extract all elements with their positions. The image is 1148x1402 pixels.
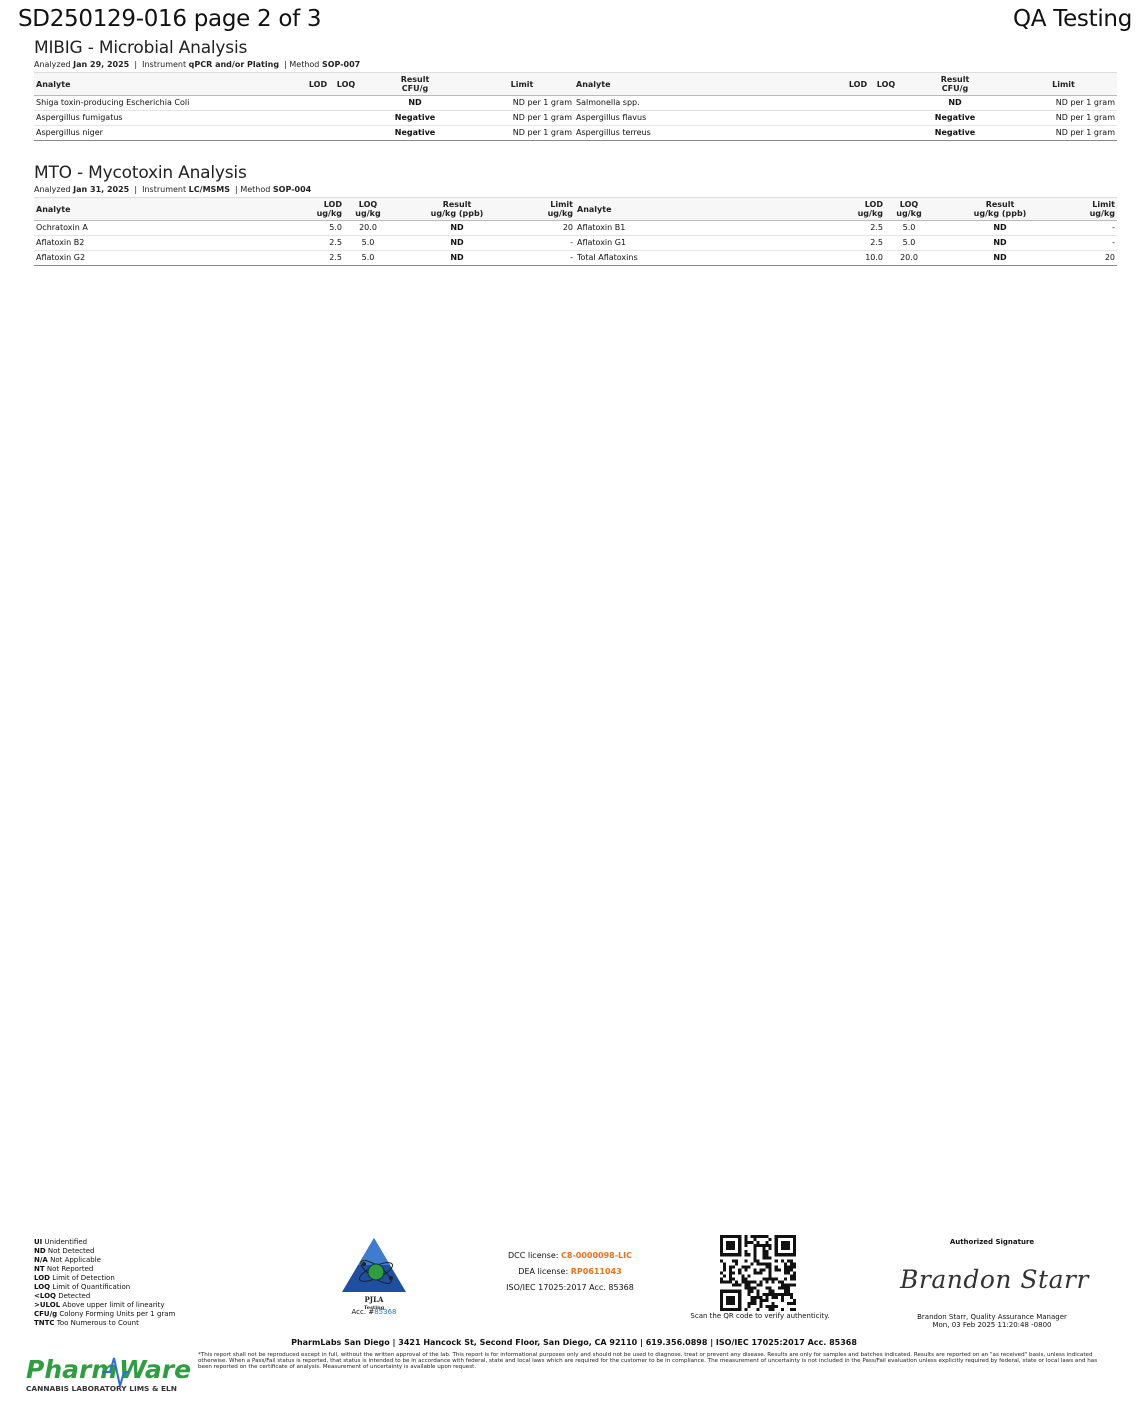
table-row bbox=[34, 111, 1117, 126]
col-loq: LOQ ug/kg bbox=[885, 198, 933, 221]
result-value: ND bbox=[392, 236, 522, 251]
pharmware-logo bbox=[24, 1350, 192, 1396]
lod-value: 10.0 bbox=[845, 251, 885, 266]
table-row bbox=[34, 236, 1117, 251]
col-lod: LOD bbox=[304, 73, 332, 96]
lod-value bbox=[304, 126, 332, 141]
analyte-name: Aspergillus fumigatus bbox=[34, 111, 304, 126]
limit-value: ND per 1 gram bbox=[470, 96, 574, 111]
table-row bbox=[34, 126, 1117, 141]
lod-value: 5.0 bbox=[304, 221, 344, 236]
col-limit: Limit bbox=[470, 73, 574, 96]
page-footer bbox=[0, 1230, 1148, 1402]
abbreviation-item: UI Unidentified bbox=[34, 1238, 88, 1246]
mycotoxin-title: MTO - Mycotoxin Analysis bbox=[34, 163, 247, 183]
loq-value: 5.0 bbox=[885, 221, 933, 236]
legal-disclaimer: *This report shall not be reproduced except in full, without the written approval of the lab. This report is for informational purposes only and should not be used to diagnose, treat or prevent any disease. Results are only for samples and batches indicated. Results are reported on an "as received" basis, unless indicated otherwise. When a Pass/Fail status is reported, that status is intended to be in accordance with federal, state and local laws which are required for the customer to be in compliance. The measurement of uncertainty is not included in the Pass/Fail evaluation unless explicitly required by federal, state or local laws and has been reported on the certificate of analysis. Measurement of uncertainty is available upon request. bbox=[198, 1352, 1098, 1370]
iso-accreditation: ISO/IEC 17025:2017 Acc. 85368 bbox=[506, 1283, 634, 1292]
lod-value: 2.5 bbox=[845, 221, 885, 236]
loq-value: 5.0 bbox=[344, 236, 392, 251]
col-analyte: Analyte bbox=[574, 73, 844, 96]
col-loq: LOQ ug/kg bbox=[344, 198, 392, 221]
authorized-signature bbox=[894, 1258, 1094, 1298]
table-row bbox=[34, 96, 1117, 111]
verification-qr-code[interactable] bbox=[720, 1235, 796, 1311]
mycotoxin-table bbox=[34, 197, 1117, 266]
microbial-section bbox=[34, 38, 1117, 141]
analyte-name: Aflatoxin G1 bbox=[575, 236, 845, 251]
result-value: ND bbox=[360, 96, 470, 111]
mycotoxin-meta: Analyzed Jan 31, 2025 | Instrument LC/MSMS | Method SOP-004 bbox=[34, 185, 312, 194]
analyte-name: Aflatoxin B1 bbox=[575, 221, 845, 236]
pjla-accreditation-number: Acc. #85368 bbox=[351, 1308, 397, 1316]
col-result: Result CFU/g bbox=[360, 73, 470, 96]
analyte-name: Aspergillus terreus bbox=[574, 126, 844, 141]
abbreviation-legend bbox=[34, 1238, 175, 1328]
signer-info bbox=[880, 1313, 1104, 1329]
col-analyte: Analyte bbox=[575, 198, 845, 221]
col-result: Result ug/kg (ppb) bbox=[933, 198, 1067, 221]
analyte-name: Aflatoxin G2 bbox=[34, 251, 304, 266]
page-title: SD250129-016 page 2 of 3 bbox=[18, 6, 322, 32]
abbreviation-item: NT Not Reported bbox=[34, 1265, 94, 1273]
abbreviation-item: CFU/g Colony Forming Units per 1 gram bbox=[34, 1310, 176, 1318]
svg-text:CANNABIS LABORATORY LIMS & ELN: CANNABIS LABORATORY LIMS & ELN bbox=[26, 1384, 177, 1393]
loq-value: 5.0 bbox=[344, 251, 392, 266]
col-limit: Limit ug/kg bbox=[522, 198, 575, 221]
limit-value: ND per 1 gram bbox=[1010, 111, 1117, 126]
microbial-meta: Analyzed Jan 29, 2025 | Instrument qPCR and/or Plating | Method SOP-007 bbox=[34, 60, 361, 69]
result-value: Negative bbox=[900, 126, 1010, 141]
analyte-name: Shiga toxin-producing Escherichia Coli bbox=[34, 96, 304, 111]
svg-text:Brandon Starr: Brandon Starr bbox=[900, 1265, 1089, 1294]
analyte-name: Aflatoxin B2 bbox=[34, 236, 304, 251]
loq-value bbox=[332, 126, 360, 141]
analyte-name: Ochratoxin A bbox=[34, 221, 304, 236]
limit-value: ND per 1 gram bbox=[470, 111, 574, 126]
abbreviation-item: LOQ Limit of Quantification bbox=[34, 1283, 131, 1291]
abbreviation-item: TNTC Too Numerous to Count bbox=[34, 1319, 139, 1327]
col-loq: LOQ bbox=[332, 73, 360, 96]
lod-value bbox=[844, 126, 872, 141]
abbreviation-item: >ULOL Above upper limit of linearity bbox=[34, 1301, 165, 1309]
col-analyte: Analyte bbox=[34, 198, 304, 221]
license-info bbox=[490, 1248, 650, 1296]
analyte-name: Salmonella spp. bbox=[574, 96, 844, 111]
limit-value: - bbox=[522, 236, 575, 251]
limit-value: 20 bbox=[1067, 251, 1117, 266]
col-lod: LOD bbox=[844, 73, 872, 96]
abbreviation-item: N/A Not Applicable bbox=[34, 1256, 101, 1264]
dea-license: DEA license: RP0611043 bbox=[518, 1267, 622, 1276]
microbial-table bbox=[34, 72, 1117, 141]
col-result: Result ug/kg (ppb) bbox=[392, 198, 522, 221]
lod-value bbox=[844, 96, 872, 111]
limit-value: 20 bbox=[522, 221, 575, 236]
lod-value: 2.5 bbox=[304, 251, 344, 266]
signature-heading: Authorized Signature bbox=[949, 1238, 1035, 1246]
abbreviation-item: ND Not Detected bbox=[34, 1247, 95, 1255]
signed-timestamp: Mon, 03 Feb 2025 11:20:48 -0800 bbox=[932, 1321, 1052, 1329]
col-result: Result CFU/g bbox=[900, 73, 1010, 96]
loq-value bbox=[872, 111, 900, 126]
pjla-sub: Testing bbox=[363, 1305, 385, 1311]
analyte-name: Aspergillus niger bbox=[34, 126, 304, 141]
result-value: ND bbox=[933, 221, 1067, 236]
lod-value: 2.5 bbox=[845, 236, 885, 251]
result-value: ND bbox=[933, 251, 1067, 266]
lod-value: 2.5 bbox=[304, 236, 344, 251]
result-value: Negative bbox=[360, 111, 470, 126]
abbreviation-item: LOD Limit of Detection bbox=[34, 1274, 115, 1282]
svg-text:Pharm: Pharm bbox=[26, 1355, 118, 1384]
table-row bbox=[34, 251, 1117, 266]
limit-value: - bbox=[1067, 221, 1117, 236]
result-value: Negative bbox=[900, 111, 1010, 126]
dcc-license: DCC license: C8-0000098-LIC bbox=[507, 1251, 633, 1260]
loq-value: 20.0 bbox=[344, 221, 392, 236]
result-value: ND bbox=[392, 251, 522, 266]
result-value: ND bbox=[900, 96, 1010, 111]
microbial-header-row bbox=[34, 73, 1117, 96]
pjla-name: PJLA bbox=[364, 1295, 384, 1304]
limit-value: - bbox=[1067, 236, 1117, 251]
loq-value bbox=[872, 96, 900, 111]
limit-value: ND per 1 gram bbox=[470, 126, 574, 141]
page-header bbox=[18, 6, 1132, 36]
mycotoxin-header-row bbox=[34, 198, 1117, 221]
loq-value bbox=[332, 96, 360, 111]
loq-value: 20.0 bbox=[885, 251, 933, 266]
result-value: ND bbox=[392, 221, 522, 236]
lab-type-label: QA Testing bbox=[1012, 6, 1132, 32]
lod-value bbox=[844, 111, 872, 126]
lod-value bbox=[304, 111, 332, 126]
microbial-title: MIBIG - Microbial Analysis bbox=[34, 38, 248, 58]
lab-address: PharmLabs San Diego | 3421 Hancock St, Second Floor, San Diego, CA 92110 | 619.356.0898 | ISO/IEC 17025:2017 Acc. 85368 bbox=[291, 1338, 857, 1347]
limit-value: ND per 1 gram bbox=[1010, 96, 1117, 111]
col-lod: LOD ug/kg bbox=[304, 198, 344, 221]
abbreviation-item: <LOQ Detected bbox=[34, 1292, 91, 1300]
qr-caption: Scan the QR code to verify authenticity. bbox=[690, 1312, 830, 1320]
col-limit: Limit bbox=[1010, 73, 1117, 96]
limit-value: - bbox=[522, 251, 575, 266]
col-loq: LOQ bbox=[872, 73, 900, 96]
result-value: Negative bbox=[360, 126, 470, 141]
loq-value bbox=[332, 111, 360, 126]
col-lod: LOD ug/kg bbox=[845, 198, 885, 221]
loq-value: 5.0 bbox=[885, 236, 933, 251]
loq-value bbox=[872, 126, 900, 141]
analyte-name: Aspergillus flavus bbox=[574, 111, 844, 126]
table-row bbox=[34, 221, 1117, 236]
result-value: ND bbox=[933, 236, 1067, 251]
limit-value: ND per 1 gram bbox=[1010, 126, 1117, 141]
col-limit: Limit ug/kg bbox=[1067, 198, 1117, 221]
lod-value bbox=[304, 96, 332, 111]
col-analyte: Analyte bbox=[34, 73, 304, 96]
signer-name: Brandon Starr, Quality Assurance Manager bbox=[917, 1313, 1067, 1321]
mycotoxin-section bbox=[34, 163, 1117, 266]
svg-text:Ware: Ware bbox=[119, 1355, 192, 1384]
analyte-name: Total Aflatoxins bbox=[575, 251, 845, 266]
